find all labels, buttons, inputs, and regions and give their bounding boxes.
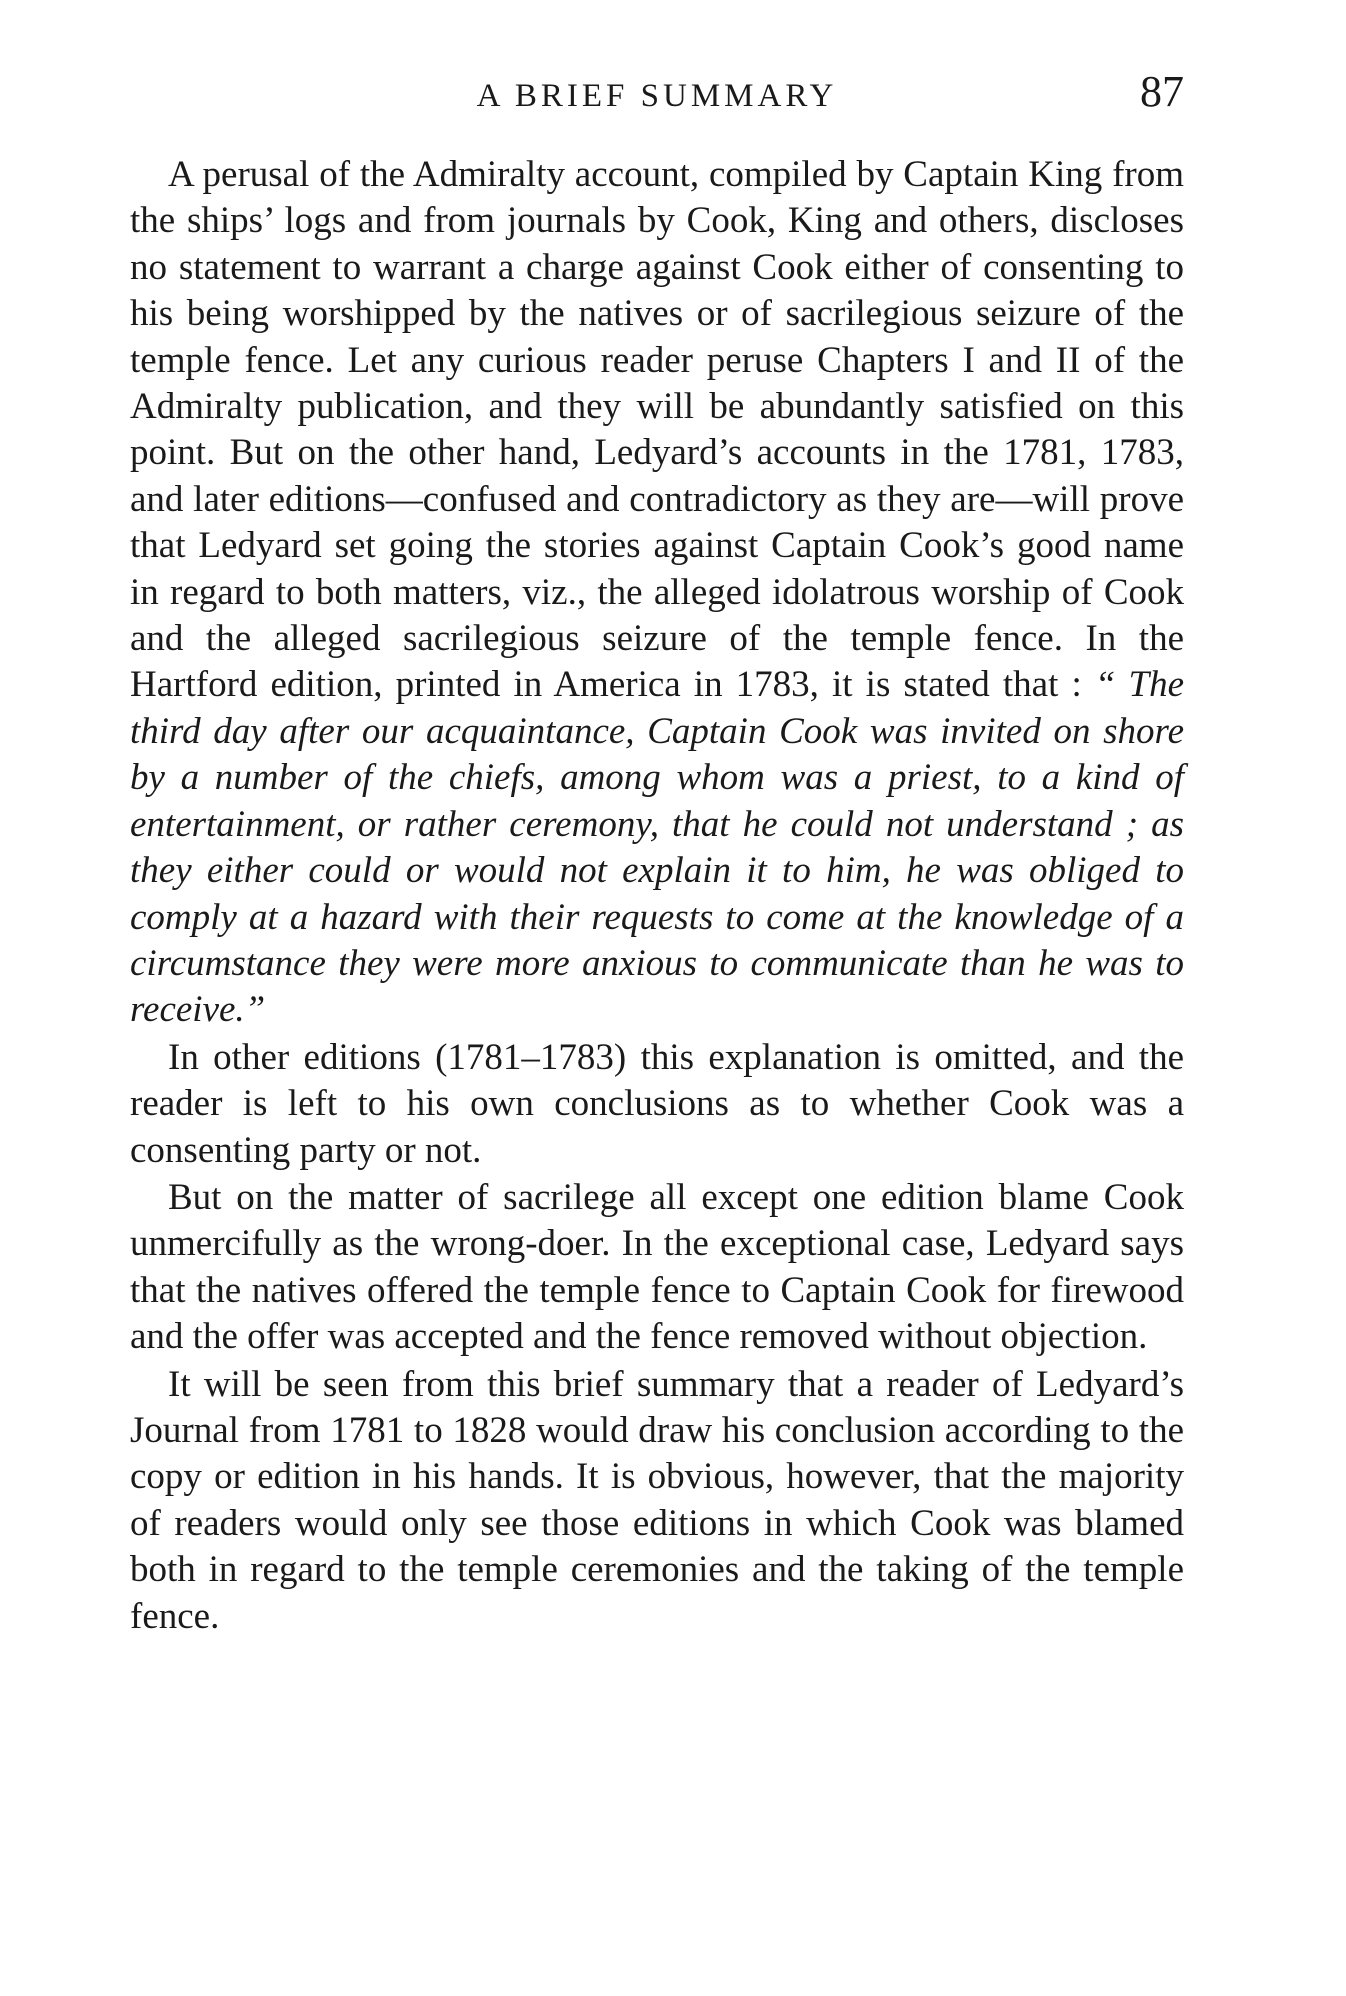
running-title: A BRIEF SUMMARY [476, 78, 838, 114]
paragraph-4: It will be seen from this brief summary that a reader of Ledyard’s Journal from 1781 to 1828 would draw his conclusion according to the copy or edition in his hands. It is obvious, however, that the majority of readers would only see those editions in which Cook was blamed both in regard to the temple ceremonies and the taking of the temple fence. [130, 1363, 1184, 1637]
page-number: 87 [1140, 67, 1184, 116]
hartford-quote: “ The third day after our acquaintance, Captain Cook was invited on shore by a number of the chiefs, among whom was a priest, to a kind of entertainment, or rather ceremony, that he could not understand ; as they either could or would not explain it to him, he was obliged to comply at a hazard with their requests to come at the knowledge of a circumstance they were more anxious to communicate than he was to receive.” [130, 664, 1185, 1031]
paragraph-3: But on the matter of sacrilege all except one edition blame Cook unmercifully as the wrong-doer. In the exceptional case, Ledyard says that the natives offered the temple fence to Captain Cook for firewood and the offer was accepted and the fence removed without objection. [130, 1176, 1184, 1358]
paragraph-1-text: A perusal of the Admiralty account, compiled by Captain King from the ships’ logs and from journals by Cook, King and others, discloses no statement to warrant a charge against Cook either of consenting to his being worshipped by the natives or of sacrilegious seizure of the temple fence. Let any curious reader peruse Chapters I and II of the Admiralty publication, and they will be abundantly satisfied on this point. But on the other hand, Ledyard’s accounts in the 1781, 1783, and later editions—confused and contradictory as they are—will prove that Ledyard set going the stories against Captain Cook’s good name in regard to both matters, viz., the alleged idolatrous worship of Cook and the alleged sacrilegious seizure of the temple fence. In the Hartford edition, printed in America in 1783, it is stated that : [130, 154, 1184, 706]
running-head [130, 67, 1184, 128]
paragraph-1 [130, 152, 1184, 1034]
body-text [130, 152, 1184, 1640]
paragraph-2: In other editions (1781–1783) this explanation is omitted, and the reader is left to his own conclusions as to whether Cook was a consenting party or not. [130, 1036, 1184, 1171]
